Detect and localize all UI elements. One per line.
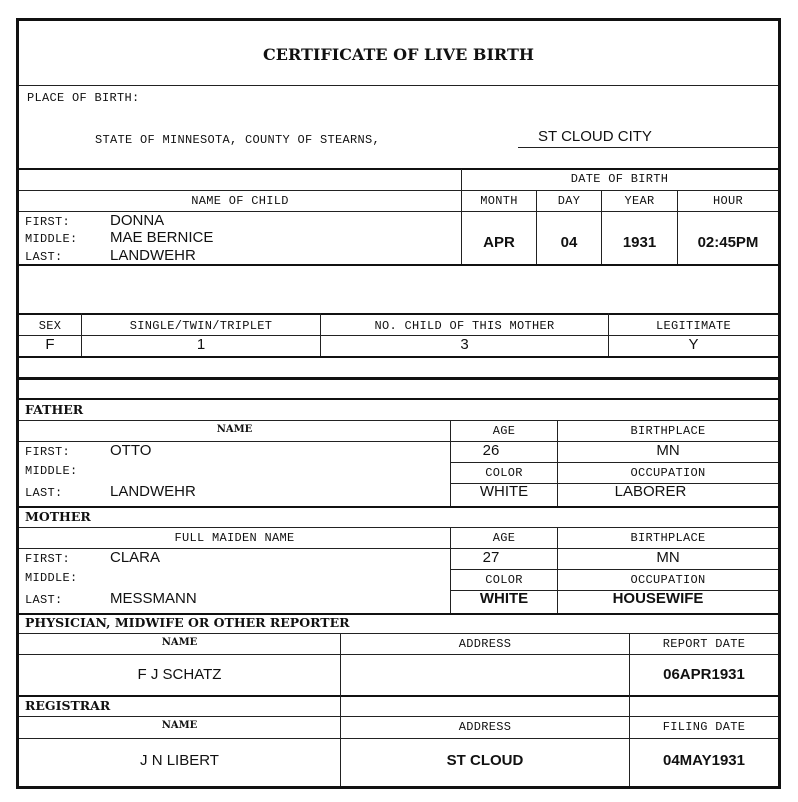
- father-last-label: LAST:: [25, 486, 63, 500]
- divider: [677, 190, 678, 264]
- father-color-header: COLOR: [485, 466, 523, 480]
- child-number-header: NO. CHILD OF THIS MOTHER: [374, 319, 555, 333]
- month-header: MONTH: [480, 194, 518, 208]
- sex-value: F: [45, 336, 55, 353]
- reporter-section-title: PHYSICIAN, MIDWIFE OR OTHER REPORTER: [25, 615, 350, 630]
- divider: [19, 420, 778, 421]
- mother-first-label: FIRST:: [25, 552, 71, 566]
- reporter-date-header: REPORT DATE: [662, 637, 746, 651]
- father-middle-label: MIDDLE:: [25, 464, 78, 478]
- child-first-label: FIRST:: [25, 215, 71, 229]
- child-number-value: 3: [460, 336, 469, 353]
- mother-last-name: MESSMANN: [110, 590, 197, 607]
- child-middle-name: MAE BERNICE: [110, 229, 214, 246]
- registrar-name-header: NAME: [161, 720, 198, 731]
- divider: [19, 654, 778, 655]
- divider: [19, 168, 778, 170]
- divider: [601, 190, 602, 264]
- father-occupation: LABORER: [614, 483, 687, 500]
- mother-last-label: LAST:: [25, 593, 63, 607]
- legitimate-header: LEGITIMATE: [655, 319, 731, 333]
- child-last-label: LAST:: [25, 250, 63, 264]
- city-underline: [518, 147, 778, 148]
- divider: [19, 506, 778, 508]
- father-occupation-header: OCCUPATION: [630, 466, 706, 480]
- divider: [19, 85, 778, 86]
- mother-age: 27: [482, 549, 500, 566]
- divider: [19, 398, 778, 400]
- registrar-address-header: ADDRESS: [458, 720, 512, 734]
- plurality-header: SINGLE/TWIN/TRIPLET: [129, 319, 273, 333]
- mother-color-header: COLOR: [485, 573, 523, 587]
- divider: [450, 462, 778, 463]
- name-of-child-header: NAME OF CHILD: [191, 194, 289, 208]
- year-header: YEAR: [624, 194, 655, 208]
- registrar-date-header: FILING DATE: [662, 720, 746, 734]
- divider: [19, 377, 778, 380]
- reporter-date: 06APR1931: [663, 666, 745, 683]
- reporter-name: F J SCHATZ: [137, 666, 222, 683]
- divider: [19, 190, 778, 191]
- place-of-birth-label: PLACE OF BIRTH:: [27, 91, 140, 105]
- divider: [536, 190, 537, 264]
- day-header: DAY: [557, 194, 581, 208]
- divider: [19, 264, 778, 266]
- registrar-address: ST CLOUD: [446, 752, 524, 769]
- divider: [340, 695, 341, 786]
- father-name-header: NAME: [216, 424, 253, 435]
- registrar-section-title: REGISTRAR: [25, 698, 111, 713]
- divider: [450, 569, 778, 570]
- father-last-name: LANDWEHR: [110, 483, 196, 500]
- father-age: 26: [482, 442, 500, 459]
- divider: [19, 313, 778, 315]
- birth-hour: 02:45PM: [697, 234, 759, 251]
- date-of-birth-header: DATE OF BIRTH: [570, 172, 669, 186]
- certificate-frame: [16, 18, 781, 789]
- reporter-address-header: ADDRESS: [458, 637, 512, 651]
- divider: [19, 716, 778, 717]
- mother-birthplace-header: BIRTHPLACE: [630, 531, 706, 545]
- father-color: WHITE: [479, 483, 529, 500]
- place-of-birth-state-county: STATE OF MINNESOTA, COUNTY OF STEARNS,: [95, 133, 381, 147]
- father-section-title: FATHER: [25, 402, 84, 417]
- hour-header: HOUR: [712, 194, 743, 208]
- mother-age-header: AGE: [492, 531, 516, 545]
- mother-color: WHITE: [479, 590, 529, 607]
- divider: [19, 695, 778, 697]
- divider: [19, 633, 778, 634]
- mother-name-header: FULL MAIDEN NAME: [174, 531, 295, 545]
- child-last-name: LANDWEHR: [110, 247, 196, 264]
- sex-header: SEX: [38, 319, 62, 333]
- plurality-value: 1: [196, 336, 206, 353]
- divider: [19, 356, 778, 358]
- legitimate-value: Y: [688, 336, 699, 353]
- birth-year: 1931: [622, 234, 657, 251]
- birth-day: 04: [560, 234, 578, 251]
- father-age-header: AGE: [492, 424, 516, 438]
- mother-birthplace: MN: [656, 549, 680, 566]
- certificate-title: CERTIFICATE OF LIVE BIRTH: [263, 45, 534, 64]
- father-birthplace-header: BIRTHPLACE: [630, 424, 706, 438]
- divider: [19, 527, 778, 528]
- divider: [19, 738, 778, 739]
- reporter-name-header: NAME: [161, 637, 198, 648]
- place-of-birth-city: ST CLOUD CITY: [538, 128, 652, 145]
- mother-first-name: CLARA: [110, 549, 161, 566]
- father-birthplace: MN: [656, 442, 680, 459]
- registrar-name: J N LIBERT: [140, 752, 219, 769]
- mother-occupation: HOUSEWIFE: [612, 590, 704, 607]
- mother-section-title: MOTHER: [25, 509, 91, 524]
- child-middle-label: MIDDLE:: [25, 232, 78, 246]
- child-first-name: DONNA: [110, 212, 165, 229]
- mother-occupation-header: OCCUPATION: [630, 573, 706, 587]
- father-first-name: OTTO: [110, 442, 152, 459]
- registrar-date: 04MAY1931: [662, 752, 745, 769]
- mother-middle-label: MIDDLE:: [25, 571, 78, 585]
- father-first-label: FIRST:: [25, 445, 71, 459]
- birth-month: APR: [483, 234, 515, 251]
- divider: [629, 695, 630, 786]
